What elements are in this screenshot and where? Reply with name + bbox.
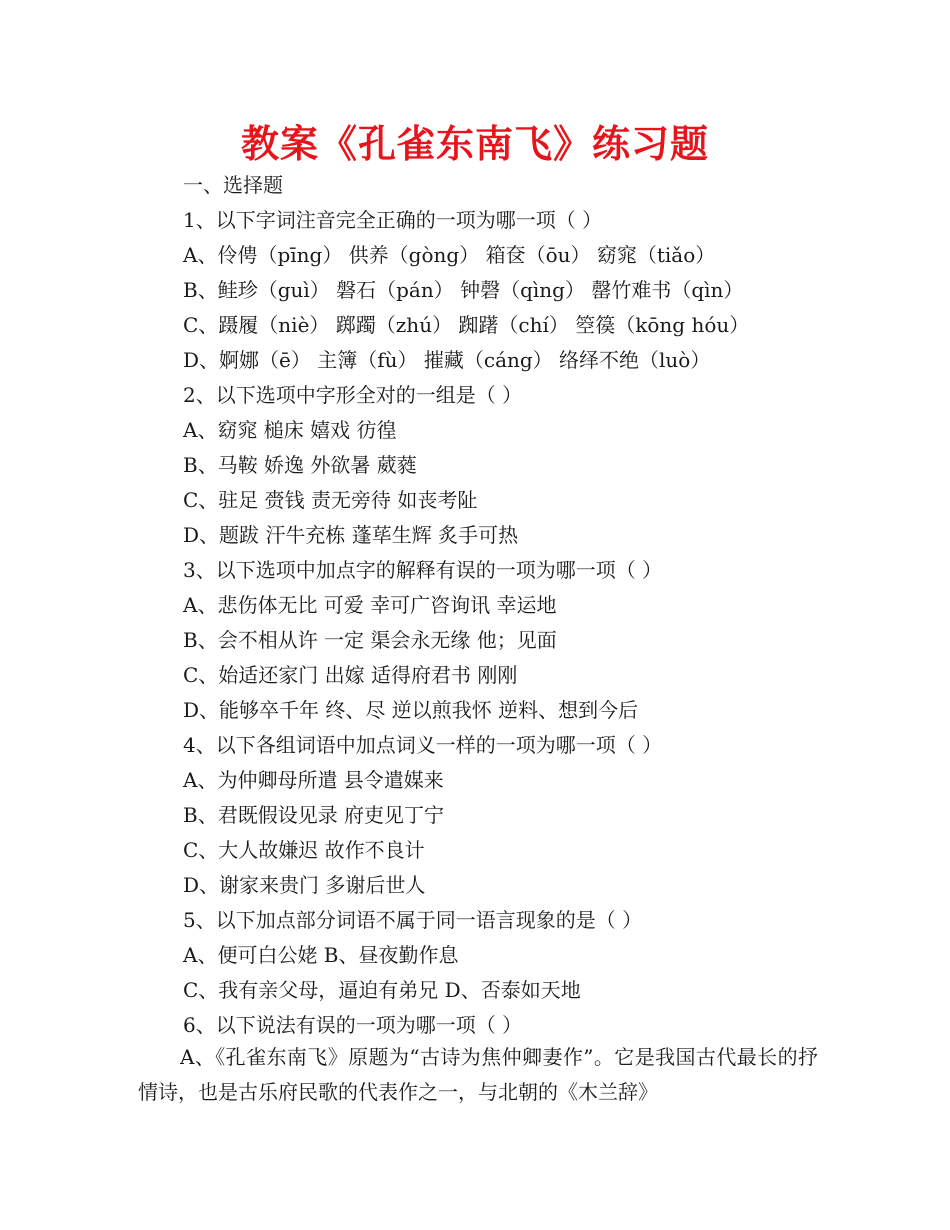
question-5: 5、以下加点部分词语不属于同一语言现象的是（ ） xyxy=(183,908,643,932)
question-1-option-b: B、鲑珍（guì） 磐石（pán） 钟磬（qìng） 罄竹难书（qìn） xyxy=(183,278,744,302)
question-2: 2、以下选项中字形全对的一组是（ ） xyxy=(183,383,523,407)
question-3-option-b: B、会不相从许 一定 渠会永无缘 他；见面 xyxy=(183,628,557,652)
document-title: 教案《孔雀东南飞》练习题 xyxy=(240,122,709,166)
question-1-option-d: D、婀娜（ē） 主簿（fù） 摧藏（cáng） 络绎不绝（luò） xyxy=(183,348,711,372)
section-heading: 一、选择题 xyxy=(183,173,283,197)
question-2-option-a: A、窈窕 槌床 嬉戏 彷徨 xyxy=(183,418,397,442)
question-1: 1、以下字词注音完全正确的一项为哪一项（ ） xyxy=(183,208,603,232)
question-4-option-b: B、君既假设见录 府吏见丁宁 xyxy=(183,803,445,827)
question-3-option-c: C、始适还家门 出嫁 适得府君书 刚刚 xyxy=(183,663,518,687)
question-2-option-c: C、驻足 赍钱 责无旁待 如丧考阯 xyxy=(183,488,478,512)
question-3: 3、以下选项中加点字的解释有误的一项为哪一项（ ） xyxy=(183,558,663,582)
question-4-option-c: C、大人故嫌迟 故作不良计 xyxy=(183,838,425,862)
question-4: 4、以下各组词语中加点词义一样的一项为哪一项（ ） xyxy=(183,733,663,757)
question-1-option-c: C、蹑履（niè） 踯躅（zhú） 踟躇（chí） 箜篌（kōng hóu） xyxy=(183,313,750,337)
question-2-option-b: B、马鞍 娇逸 外欲暑 葳蕤 xyxy=(183,453,417,477)
question-2-option-d: D、题跋 汗牛充栋 蓬荜生辉 炙手可热 xyxy=(183,523,519,547)
question-6-option-a: A、《孔雀东南飞》原题为“古诗为焦仲卿妻作”。它是我国古代最长的抒情诗，也是古乐府民歌的代表作之一，与北朝的《木兰辞》 xyxy=(138,1045,818,1104)
question-4-option-a: A、为仲卿母所遣 县令遣媒来 xyxy=(183,768,444,792)
question-5-options-ab: A、便可白公姥 B、昼夜勤作息 xyxy=(183,943,459,967)
question-5-options-cd: C、我有亲父母，逼迫有弟兄 D、否泰如天地 xyxy=(183,978,581,1002)
question-list xyxy=(183,168,883,1043)
question-3-option-d: D、能够卒千年 终、尽 逆以煎我怀 逆料、想到今后 xyxy=(183,698,639,722)
question-4-option-d: D、谢家来贵门 多谢后世人 xyxy=(183,873,426,897)
question-3-option-a: A、悲伤体无比 可爱 幸可广咨询讯 幸运地 xyxy=(183,593,557,617)
question-6: 6、以下说法有误的一项为哪一项（ ） xyxy=(183,1013,523,1037)
question-1-option-a: A、伶俜（pīng） 供养（gòng） 箱奁（ōu） 窈窕（tiǎo） xyxy=(183,243,716,267)
